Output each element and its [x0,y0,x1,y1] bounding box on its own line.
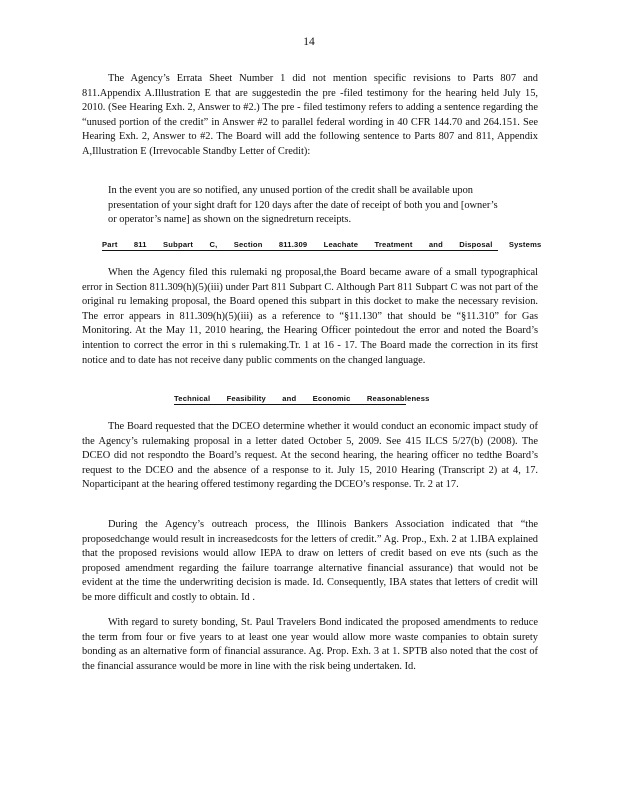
paragraph-typographical-error: When the Agency filed this rulemaki ng proposal,the Board became aware of a small typographical error in Section 811.309(h)(5)(iii) under Part 811 Subpart C. Although Part 811 Subpart C was not part of the original ru lemaking proposal, the Board opened this subpart in this docket to make the necessary revision. The error appears in 811.309(h)(5)(iii) as a reference to “§11.130” that should be “§11.310” for Gas Monitoring. At the May 11, 2010 hearing, the Hearing Officer pointedout the error and noted the Board’s intention to correct the error in thi s rulemaking.Tr. 1 at 16 - 17. The Board made the correction in its first notice and to date has not receive dany public comments on the changed language. [82,267,538,366]
quoted-sentence: In the event you are so notified, any unused portion of the credit shall be available upon presentation of your sight draft for 120 days after the date of receipt of both you and [owner’s or operator’s name] as shown on the signedreturn receipts. [108,185,498,226]
paragraph-surety-bonding: With regard to surety bonding, St. Paul Travelers Bond indicated the proposed amendments to reduce the term from four or five years to at least one year would allow more waste companies to obtain surety bonding as an alternative form of financial assurance. Ag. Prop. Exh. 3 at 1. SPTB also noted that the cost of the financial assurance would be more in line with the risk being undertaken. Id. [82,617,538,672]
section-heading-technical-feasibility [174,394,430,405]
section-heading-text: Part 811 Subpart C, Section 811.309 Leachate Treatment and Disposal Systems [102,240,542,249]
paragraph-bankers-association: During the Agency’s outreach process, the Illinois Bankers Association indicated that “the proposedchange would result in increasedcosts for the letters of credit.” Ag. Prop., Exh. 2 at 1.IBA explained that the proposed revisions would allow IEPA to draw on letters of credit based on eve nts (such as the proposed amendment regarding the failure toarrange alternative financial assurance) that would not be evident at the time the underwriting decision is made. Id. Consequently, IBA states that letters of credit will be more difficult and costly to obtain. Id . [82,519,538,603]
paragraph-errata: The Agency’s Errata Sheet Number 1 did not mention specific revisions to Parts 807 and 811.Appendix A.Illustration E that are suggestedin the pre -filed testimony for the hearing held July 15, 2010. (See Hearing Exh. 2, Answer to #2.) The pre - filed testimony refers to adding a sentence regarding the “unused portion of the credit” in Answer #2 to parallel federal wording in 40 CFR 144.70 and 264.151. See Hearing Exh. 2, Answer to #2. The Board will add the following sentence to Parts 807 and 811, Appendix A,Illustration E (Irrevocable Standby Letter of Credit): [82,73,538,157]
section-heading-811-309 [102,240,542,251]
page-number: 14 [303,36,315,48]
section-heading-text: Technical Feasibility and Economic Reasonableness [174,394,430,403]
paragraph-dceo: The Board requested that the DCEO determine whether it would conduct an economic impact study of the Agency’s rulemaking proposal in a letter dated October 5, 2009. See 415 ILCS 5/27(b) (2008). The DCEO did not respondto the Board’s request. At the second hearing, the hearing officer no tedthe Board’s request to the DCEO and the absence of a response to it. July 15, 2010 Hearing (Transcript 2) at 4, 17. Noparticipant at the hearing offered testimony regarding the DCEO’s response. Tr. 2 at 17. [82,421,538,491]
